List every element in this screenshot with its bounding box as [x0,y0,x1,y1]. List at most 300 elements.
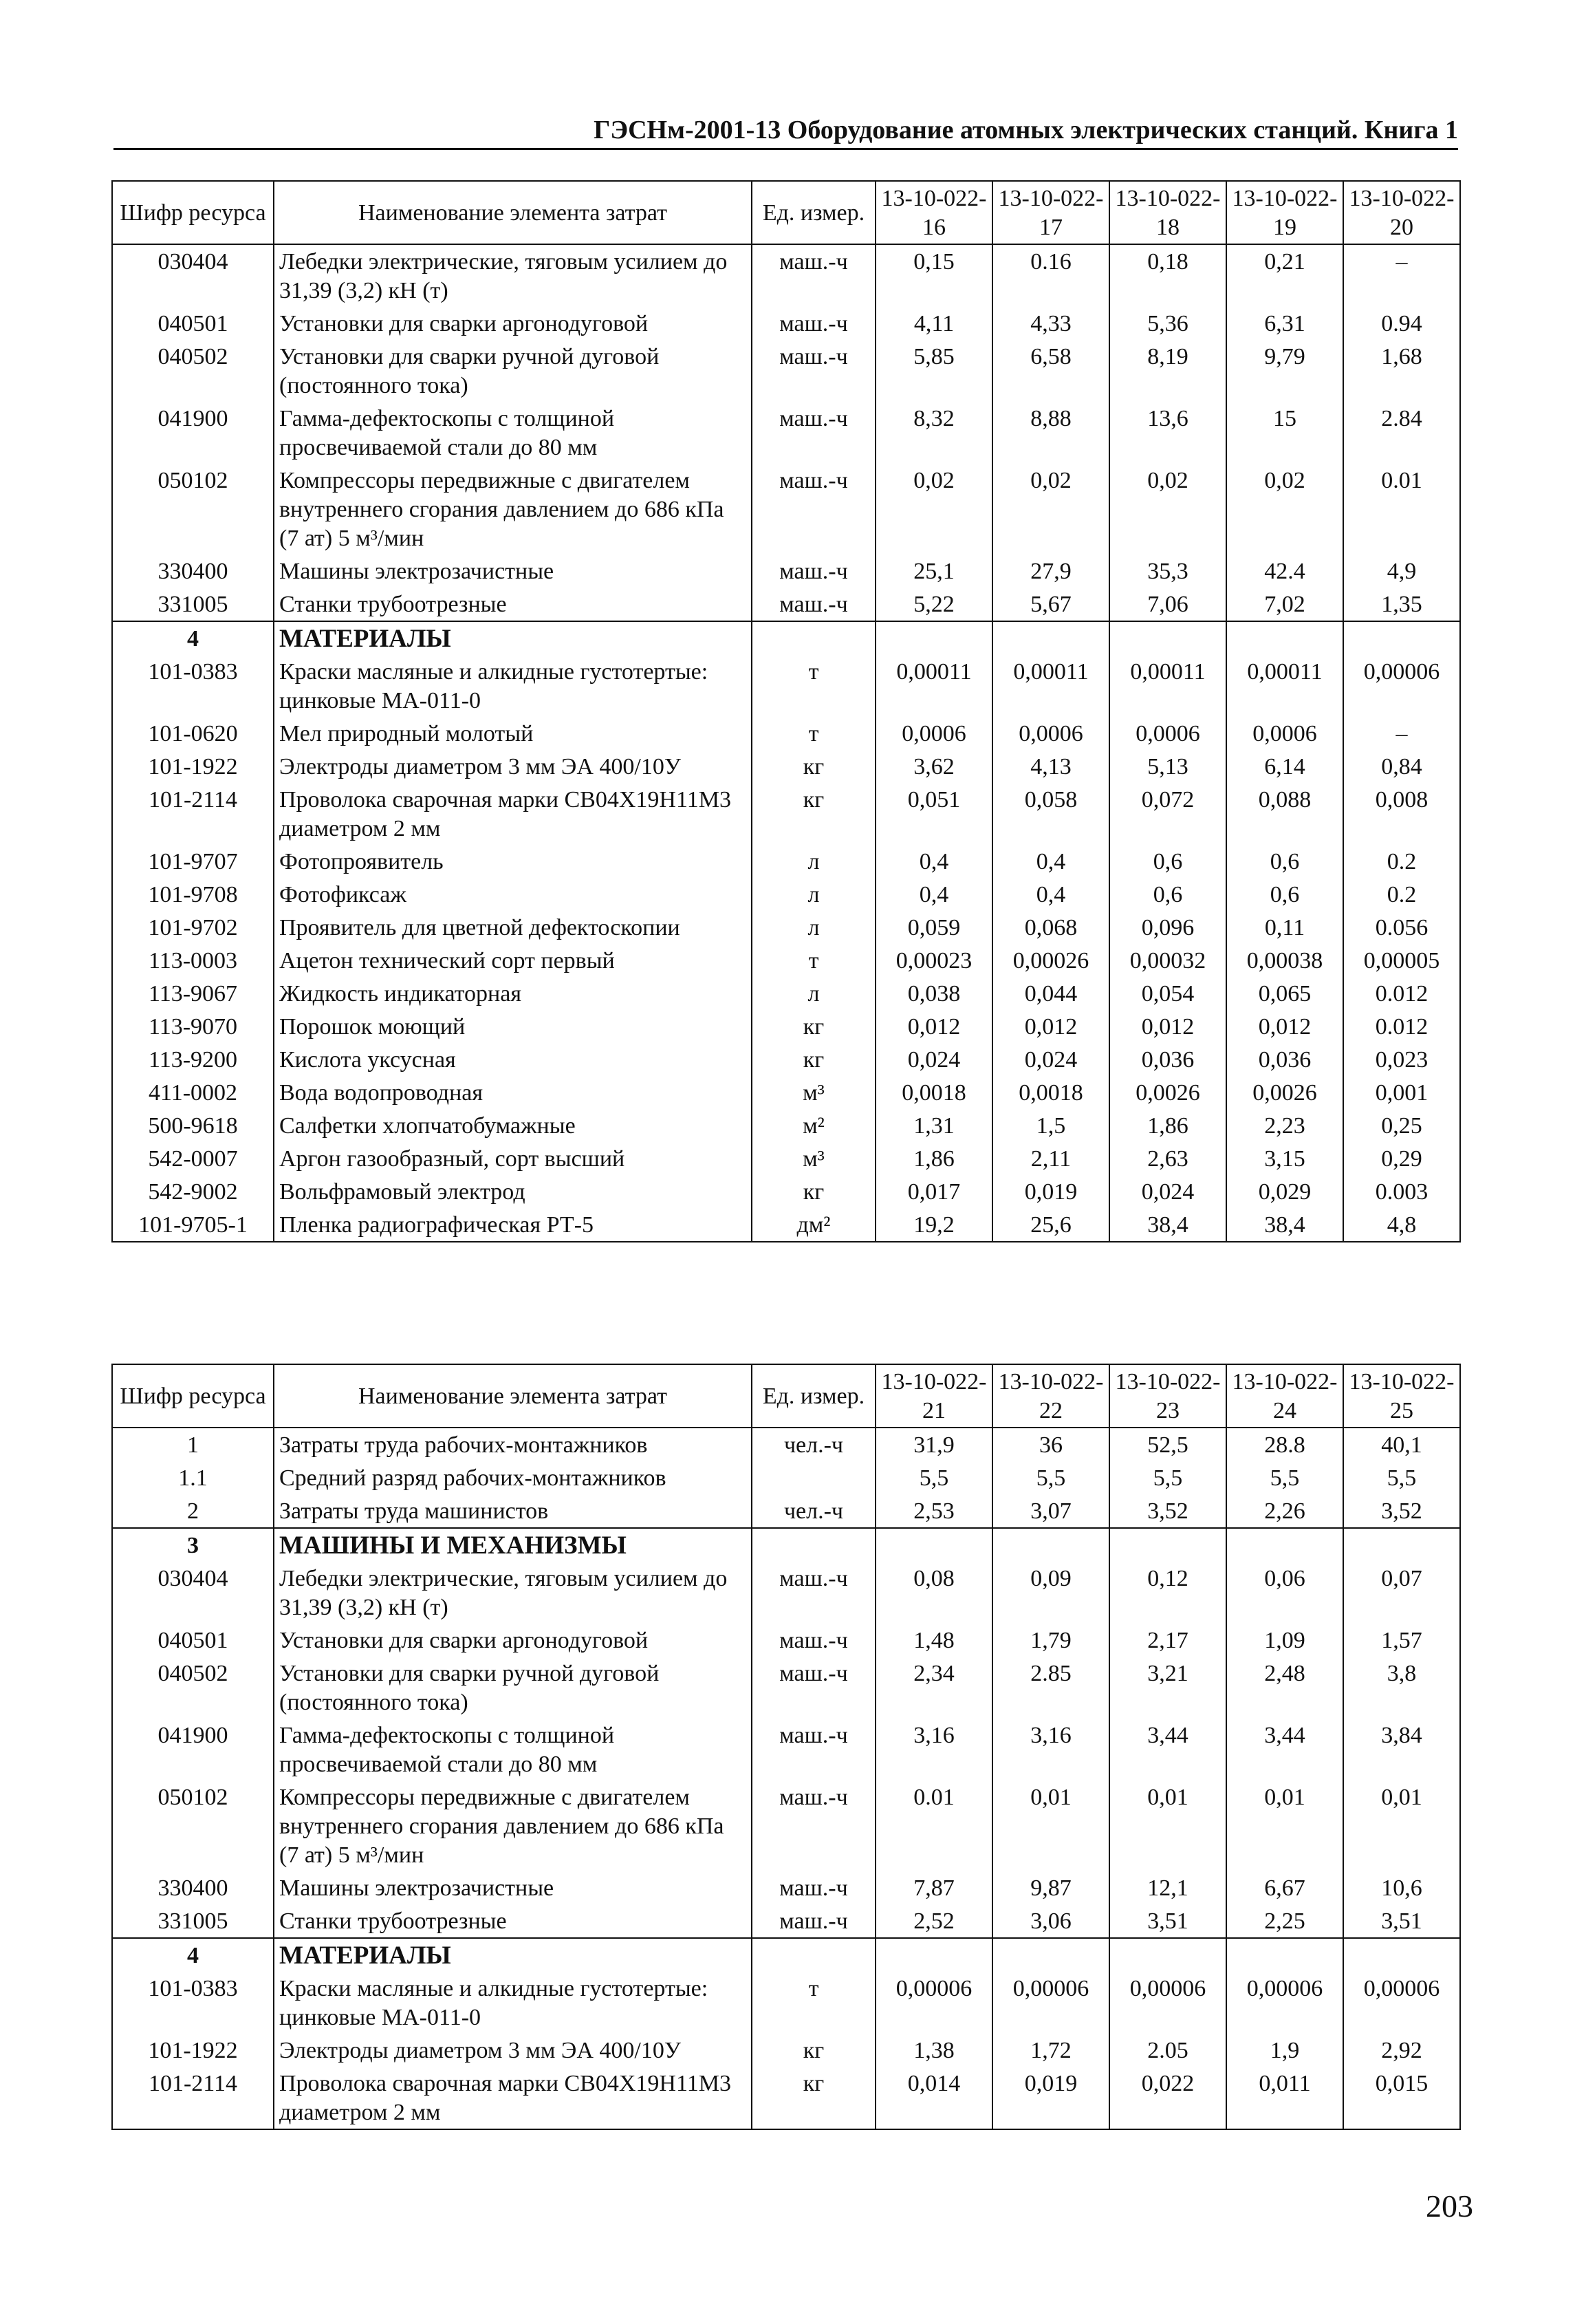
resource-value: 3,06 [992,1904,1109,1938]
resource-value: 0,0006 [992,717,1109,750]
table-row [112,1461,1460,1494]
resource-value: 0,029 [1226,1175,1343,1208]
resource-name: Пленка радиографическая РТ-5 [274,1208,752,1242]
resource-value [876,1938,992,1972]
resource-value: 0,6 [1109,845,1226,878]
resource-value: 0.012 [1343,1010,1460,1043]
resource-value: 0,008 [1343,783,1460,845]
resource-code: 101-9702 [112,911,274,944]
resource-name: Лебедки электрические, тяговым усилием до 31,39 (3,2) кН (т) [274,1562,752,1624]
resource-value: 5,22 [876,588,992,621]
resource-unit: кг [752,1175,876,1208]
resource-code: 101-2114 [112,783,274,845]
table-row [112,1972,1460,2034]
resource-value: 7,87 [876,1871,992,1904]
resource-value: 0.003 [1343,1175,1460,1208]
resource-value: 0,096 [1109,911,1226,944]
resource-code: 101-9705-1 [112,1208,274,1242]
resource-value: 0,024 [876,1043,992,1076]
resource-unit: л [752,977,876,1010]
resource-name: Порошок моющий [274,1010,752,1043]
resource-value: 0,059 [876,911,992,944]
resource-value: 25,6 [992,1208,1109,1242]
resource-unit: маш.-ч [752,1624,876,1657]
resource-value: 38,4 [1109,1208,1226,1242]
resource-value: 13,6 [1109,402,1226,464]
resource-value: 28.8 [1226,1428,1343,1461]
resource-code: 030404 [112,1562,274,1624]
table-row [112,402,1460,464]
resource-value: 1,57 [1343,1624,1460,1657]
resource-name: Станки трубоотрезные [274,588,752,621]
resource-code: 101-0383 [112,655,274,717]
resource-value: 4,9 [1343,555,1460,588]
section-row [112,621,1460,655]
resource-value: 0,0026 [1109,1076,1226,1109]
table-row [112,1719,1460,1780]
table-row [112,1657,1460,1719]
table-row [112,717,1460,750]
resource-value: 1,38 [876,2034,992,2067]
resource-value: 6,67 [1226,1871,1343,1904]
resource-code: 331005 [112,1904,274,1938]
resource-value: 1,79 [992,1624,1109,1657]
resource-value [1109,621,1226,655]
resource-name: Краски масляные и алкидные густотертые: цинковые МА-011-0 [274,655,752,717]
resource-value [1109,1938,1226,1972]
resource-value: 0,054 [1109,977,1226,1010]
resource-code: 500-9618 [112,1109,274,1142]
table-row [112,1109,1460,1142]
resource-code: 101-2114 [112,2067,274,2129]
resource-unit: м² [752,1109,876,1142]
resource-value: 2,48 [1226,1657,1343,1719]
resource-value: 25,1 [876,555,992,588]
resource-value: 0,011 [1226,2067,1343,2129]
resource-name: Фотопроявитель [274,845,752,878]
resource-value: 0,017 [876,1175,992,1208]
resource-value: 5,85 [876,340,992,402]
resource-unit: маш.-ч [752,340,876,402]
table-row [112,1208,1460,1242]
table-row [112,911,1460,944]
resource-code: 2 [112,1494,274,1528]
resource-value: 0.2 [1343,845,1460,878]
resource-value: 0,4 [992,878,1109,911]
resource-unit: кг [752,2034,876,2067]
resource-value: 8,88 [992,402,1109,464]
resource-unit: м³ [752,1142,876,1175]
resource-unit [752,1938,876,1972]
resource-value: 10,6 [1343,1871,1460,1904]
resource-name: Аргон газообразный, сорт высший [274,1142,752,1175]
resource-value: 3,84 [1343,1719,1460,1780]
page-header-title: ГЭСНм-2001-13 Оборудование атомных электрических станций. Книга 1 [113,114,1458,150]
resource-value: 2,53 [876,1494,992,1528]
resource-value: 0,038 [876,977,992,1010]
resource-value: 4,33 [992,307,1109,340]
resource-value: 9,87 [992,1871,1109,1904]
resource-unit: чел.-ч [752,1428,876,1461]
resource-value: 3,52 [1109,1494,1226,1528]
resource-table-2 [111,1364,1461,2130]
resource-value [1343,1528,1460,1562]
resource-value: 0,024 [992,1043,1109,1076]
resource-value: 0,4 [876,878,992,911]
resource-value: 6,31 [1226,307,1343,340]
header-col: 13-10-022-24 [1226,1364,1343,1428]
resource-value: 0,01 [992,1780,1109,1871]
resource-code: 101-0383 [112,1972,274,2034]
resource-unit [752,1461,876,1494]
resource-value: 0,25 [1343,1109,1460,1142]
resource-value: 3,16 [876,1719,992,1780]
section-row [112,1938,1460,1972]
resource-value: 1,48 [876,1624,992,1657]
resource-value: 3,44 [1226,1719,1343,1780]
resource-name: Электроды диаметром 3 мм ЭА 400/10У [274,750,752,783]
resource-value: 0,09 [992,1562,1109,1624]
resource-value: 0.012 [1343,977,1460,1010]
resource-value: 0,18 [1109,244,1226,307]
resource-code: 4 [112,621,274,655]
resource-unit: л [752,878,876,911]
table-row [112,1494,1460,1528]
resource-value: 1,86 [876,1142,992,1175]
table-row [112,340,1460,402]
resource-value: 3,21 [1109,1657,1226,1719]
header-unit: Ед. измер. [752,181,876,244]
resource-name: Установки для сварки ручной дуговой (постоянного тока) [274,340,752,402]
resource-name: Установки для сварки аргонодуговой [274,1624,752,1657]
resource-value: 0,012 [992,1010,1109,1043]
resource-unit: маш.-ч [752,1780,876,1871]
resource-value: 2,23 [1226,1109,1343,1142]
resource-value: 0,088 [1226,783,1343,845]
resource-unit: л [752,911,876,944]
resource-code: 4 [112,1938,274,1972]
section-row [112,1528,1460,1562]
resource-value: 0,051 [876,783,992,845]
resource-value: 0,072 [1109,783,1226,845]
resource-code: 041900 [112,1719,274,1780]
resource-value: 1,68 [1343,340,1460,402]
resource-value: 31,9 [876,1428,992,1461]
resource-value: 0,00005 [1343,944,1460,977]
resource-value: 0.056 [1343,911,1460,944]
resource-unit: маш.-ч [752,1719,876,1780]
resource-unit: чел.-ч [752,1494,876,1528]
resource-value: 0,012 [876,1010,992,1043]
header-name: Наименование элемента затрат [274,181,752,244]
resource-code: 113-9200 [112,1043,274,1076]
resource-value: 0,00023 [876,944,992,977]
resource-value: 0,00011 [1226,655,1343,717]
resource-unit: кг [752,750,876,783]
resource-name: Ацетон технический сорт первый [274,944,752,977]
resource-value: 4,13 [992,750,1109,783]
resource-value: 0,014 [876,2067,992,2129]
resource-value: 0,044 [992,977,1109,1010]
resource-name: Вольфрамовый электрод [274,1175,752,1208]
resource-value [1226,1528,1343,1562]
resource-name: Кислота уксусная [274,1043,752,1076]
header-col: 13-10-022-25 [1343,1364,1460,1428]
resource-name: Установки для сварки аргонодуговой [274,307,752,340]
resource-value: 15 [1226,402,1343,464]
resource-name: Жидкость индикаторная [274,977,752,1010]
resource-value: 1,31 [876,1109,992,1142]
resource-value: 0,019 [992,2067,1109,2129]
resource-name: Салфетки хлопчатобумажные [274,1109,752,1142]
resource-code: 113-9070 [112,1010,274,1043]
resource-value: 0,01 [1226,1780,1343,1871]
resource-name: Мел природный молотый [274,717,752,750]
resource-value: 0,00011 [1109,655,1226,717]
resource-value: 1,35 [1343,588,1460,621]
resource-value: 5,67 [992,588,1109,621]
resource-table-1 [111,180,1461,1242]
table-row [112,655,1460,717]
resource-value: 52,5 [1109,1428,1226,1461]
resource-name: Машины электрозачистные [274,555,752,588]
resource-value: 3,44 [1109,1719,1226,1780]
resource-code: 040502 [112,1657,274,1719]
resource-name: Фотофиксаж [274,878,752,911]
resource-code: 3 [112,1528,274,1562]
resource-value: 0,00026 [992,944,1109,977]
resource-name: Вода водопроводная [274,1076,752,1109]
resource-value [1109,1528,1226,1562]
resource-unit: т [752,1972,876,2034]
resource-code: 041900 [112,402,274,464]
resource-name: Гамма-дефектоскопы с толщиной просвечиваемой стали до 80 мм [274,402,752,464]
resource-name: Станки трубоотрезные [274,1904,752,1938]
resource-value: 0,02 [876,464,992,555]
resource-value: 0,6 [1226,845,1343,878]
table-row [112,244,1460,307]
resource-code: 101-9707 [112,845,274,878]
resource-code: 101-9708 [112,878,274,911]
resource-unit: дм² [752,1208,876,1242]
resource-unit [752,621,876,655]
resource-unit: маш.-ч [752,1904,876,1938]
resource-value: 0,07 [1343,1562,1460,1624]
resource-value: 0,019 [992,1175,1109,1208]
table-row [112,750,1460,783]
resource-value: 2,92 [1343,2034,1460,2067]
resource-name: МАШИНЫ И МЕХАНИЗМЫ [274,1528,752,1562]
resource-name: Лебедки электрические, тяговым усилием до 31,39 (3,2) кН (т) [274,244,752,307]
header-col: 13-10-022-20 [1343,181,1460,244]
resource-name: Проволока сварочная марки СВ04Х19Н11М3 диаметром 2 мм [274,2067,752,2129]
resource-code: 040501 [112,307,274,340]
resource-value: 8,19 [1109,340,1226,402]
resource-value: 7,06 [1109,588,1226,621]
resource-value [1343,1938,1460,1972]
header-code: Шифр ресурса [112,1364,274,1428]
resource-code: 1.1 [112,1461,274,1494]
resource-value: 0,00011 [992,655,1109,717]
resource-value: 5,5 [1343,1461,1460,1494]
resource-value: 40,1 [1343,1428,1460,1461]
resource-value: 5,36 [1109,307,1226,340]
resource-unit: м³ [752,1076,876,1109]
resource-code: 1 [112,1428,274,1461]
resource-value: – [1343,717,1460,750]
resource-value: 0,4 [992,845,1109,878]
resource-value: 0.2 [1343,878,1460,911]
resource-unit: маш.-ч [752,244,876,307]
resource-value: 12,1 [1109,1871,1226,1904]
resource-value: 0,84 [1343,750,1460,783]
header-col: 13-10-022-18 [1109,181,1226,244]
resource-value: 36 [992,1428,1109,1461]
resource-value: 5,13 [1109,750,1226,783]
resource-value: 27,9 [992,555,1109,588]
resource-value: 1,9 [1226,2034,1343,2067]
resource-value [1226,621,1343,655]
resource-unit: маш.-ч [752,307,876,340]
resource-value [992,1938,1109,1972]
resource-value: 2,17 [1109,1624,1226,1657]
resource-value: 0,0026 [1226,1076,1343,1109]
resource-value [992,1528,1109,1562]
resource-value: 0,02 [992,464,1109,555]
table-row [112,944,1460,977]
resource-unit: т [752,655,876,717]
resource-code: 330400 [112,1871,274,1904]
resource-value [1343,621,1460,655]
resource-unit: л [752,845,876,878]
resource-name: Средний разряд рабочих-монтажников [274,1461,752,1494]
resource-code: 101-0620 [112,717,274,750]
resource-value: 0,02 [1109,464,1226,555]
resource-value: 0,08 [876,1562,992,1624]
table-row [112,1175,1460,1208]
resource-code: 542-9002 [112,1175,274,1208]
resource-value: 2,26 [1226,1494,1343,1528]
resource-value: 3,51 [1343,1904,1460,1938]
resource-value: 0,15 [876,244,992,307]
table-row [112,2034,1460,2067]
resource-value [876,621,992,655]
header-code: Шифр ресурса [112,181,274,244]
resource-value [992,621,1109,655]
resource-value: 0,058 [992,783,1109,845]
resource-unit: кг [752,783,876,845]
resource-code: 411-0002 [112,1076,274,1109]
resource-code: 113-0003 [112,944,274,977]
resource-value: 0,4 [876,845,992,878]
resource-value: 0,02 [1226,464,1343,555]
resource-value: 0,6 [1109,878,1226,911]
resource-value: 0,024 [1109,1175,1226,1208]
resource-unit: маш.-ч [752,402,876,464]
resource-code: 113-9067 [112,977,274,1010]
table-row [112,464,1460,555]
table-row [112,1043,1460,1076]
resource-name: Затраты труда рабочих-монтажников [274,1428,752,1461]
resource-unit: т [752,717,876,750]
resource-unit [752,1528,876,1562]
resource-value: 0,015 [1343,2067,1460,2129]
resource-value: 0,0006 [1109,717,1226,750]
resource-value: 3,52 [1343,1494,1460,1528]
table-row [112,845,1460,878]
table-row [112,555,1460,588]
resource-value: 3,16 [992,1719,1109,1780]
resource-value: 0,11 [1226,911,1343,944]
resource-value: 0,0006 [876,717,992,750]
resource-value: 0,012 [1109,1010,1226,1043]
resource-unit: маш.-ч [752,464,876,555]
resource-value: 19,2 [876,1208,992,1242]
resource-value: 2.85 [992,1657,1109,1719]
resource-unit: маш.-ч [752,555,876,588]
resource-value: 0,01 [1343,1780,1460,1871]
resource-unit: маш.-ч [752,1657,876,1719]
resource-value: 4,11 [876,307,992,340]
resource-code: 101-1922 [112,2034,274,2067]
resource-value: 0,00006 [1109,1972,1226,2034]
resource-value: 3,8 [1343,1657,1460,1719]
resource-code: 330400 [112,555,274,588]
resource-value [1226,1938,1343,1972]
resource-value: 5,5 [1109,1461,1226,1494]
resource-value: 0.01 [876,1780,992,1871]
resource-code: 050102 [112,1780,274,1871]
resource-name: Краски масляные и алкидные густотертые: цинковые МА-011-0 [274,1972,752,2034]
resource-value: 0,0018 [876,1076,992,1109]
table-row [112,2067,1460,2129]
table-row [112,1624,1460,1657]
resource-value: 0,036 [1109,1043,1226,1076]
resource-value: 8,32 [876,402,992,464]
page-number: 203 [1426,2188,1473,2224]
resource-code: 101-1922 [112,750,274,783]
header-col: 13-10-022-16 [876,181,992,244]
resource-unit: маш.-ч [752,588,876,621]
resource-value: 1,5 [992,1109,1109,1142]
resource-value: 0,068 [992,911,1109,944]
resource-unit: кг [752,1043,876,1076]
table-row [112,1904,1460,1938]
resource-value: 0,29 [1343,1142,1460,1175]
table-row [112,1010,1460,1043]
resource-code: 050102 [112,464,274,555]
resource-value: 2,34 [876,1657,992,1719]
resource-name: Установки для сварки ручной дуговой (постоянного тока) [274,1657,752,1719]
resource-value: 42.4 [1226,555,1343,588]
resource-value: 2,52 [876,1904,992,1938]
resource-value: – [1343,244,1460,307]
resource-value: 35,3 [1109,555,1226,588]
resource-value: 0,00006 [1343,655,1460,717]
table-row [112,977,1460,1010]
table-row [112,1780,1460,1871]
resource-name: Компрессоры передвижные с двигателем внутреннего сгорания давлением до 686 кПа (7 ат) 5 м³/мин [274,1780,752,1871]
resource-code: 040502 [112,340,274,402]
resource-value: 0,00006 [992,1972,1109,2034]
resource-unit: кг [752,2067,876,2129]
resource-code: 040501 [112,1624,274,1657]
resource-value: 0,023 [1343,1043,1460,1076]
table-row [112,878,1460,911]
resource-value: 0,00006 [1226,1972,1343,2034]
table-row [112,783,1460,845]
resource-value: 0,00038 [1226,944,1343,977]
